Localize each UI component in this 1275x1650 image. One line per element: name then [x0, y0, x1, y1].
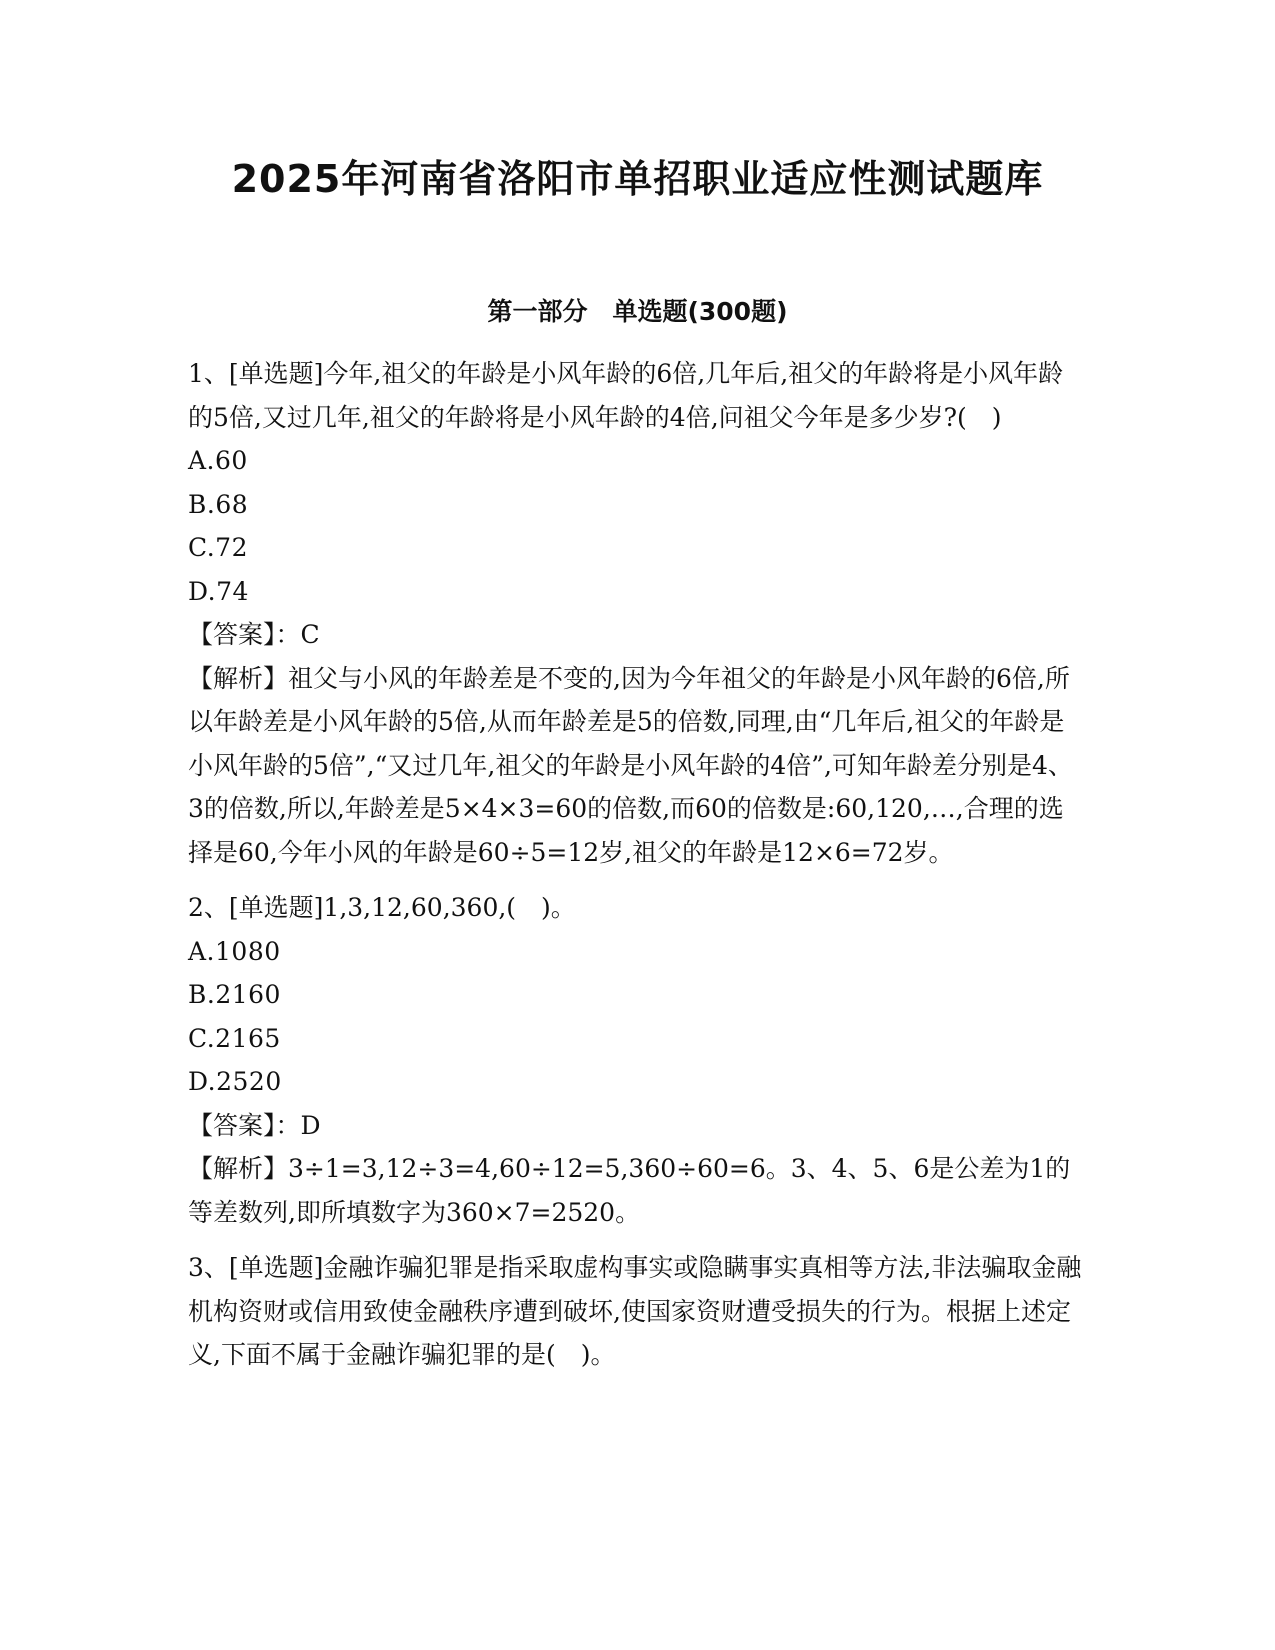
- option-c: C.72: [188, 533, 248, 562]
- answer-value: ：C: [275, 620, 320, 649]
- option-c: C.2165: [188, 1023, 281, 1053]
- answer: [188, 613, 1088, 657]
- explanation-label: 【解析】: [188, 1154, 289, 1183]
- answer-value: ：D: [275, 1110, 321, 1140]
- option-b: B.2160: [188, 980, 281, 1009]
- answer: [188, 1104, 1088, 1148]
- question-list: [188, 352, 1088, 1389]
- option-d: D.2520: [188, 1067, 282, 1096]
- explanation-text: 3÷1=3,12÷3=4,60÷12=5,360÷60=6。3、4、5、6是公差为1的等差数列,即所填数字为360×7=2520。: [188, 1154, 1071, 1227]
- option-b: B.68: [188, 489, 249, 519]
- answer-label: 【答案】: [188, 620, 276, 649]
- option-a: A.60: [188, 446, 248, 475]
- answer-label: 【答案】: [188, 1110, 276, 1140]
- explanation: [188, 657, 1088, 875]
- section-title: 第一部分 单选题(300题): [487, 297, 788, 326]
- question-1: [188, 352, 1088, 874]
- option-a: A.1080: [188, 936, 281, 966]
- option-d: D.74: [188, 576, 249, 606]
- question-text: 2、[单选题]1,3,12,60,360,( )。: [188, 893, 576, 922]
- explanation: [188, 1147, 1088, 1234]
- question-text: 1、[单选题]今年,祖父的年龄是小风年龄的6倍,几年后,祖父的年龄将是小风年龄的5倍,又过几年,祖父的年龄将是小风年龄的4倍,问祖父今年是多少岁?( ): [188, 359, 1064, 432]
- explanation-label: 【解析】: [188, 663, 289, 693]
- question-3: [188, 1246, 1088, 1377]
- explanation-text: 祖父与小风的年龄差是不变的,因为今年祖父的年龄是小风年龄的6倍,所以年龄差是小风年龄的5倍,从而年龄差是5的倍数,同理,由“几年后,祖父的年龄是小风年龄的5倍”,“又过几年,祖父的年龄是小风年龄的4倍”,可知年龄差分别是4、3的倍数,所以,年龄差是5×4×3=60的倍数,而60的倍数是:60,120,…,合理的选择是60,今年小风的年龄是60÷5=12岁,祖父的年龄是12×6=72岁。: [188, 663, 1073, 867]
- question-text: 3、[单选题]金融诈骗犯罪是指采取虚构事实或隐瞒事实真相等方法,非法骗取金融机构资财或信用致使金融秩序遭到破坏,使国家资财遭受损失的行为。根据上述定义,下面不属于金融诈骗犯罪的是( )。: [188, 1253, 1082, 1369]
- question-2: [188, 886, 1088, 1234]
- document-title: 2025年河南省洛阳市单招职业适应性测试题库: [231, 157, 1044, 201]
